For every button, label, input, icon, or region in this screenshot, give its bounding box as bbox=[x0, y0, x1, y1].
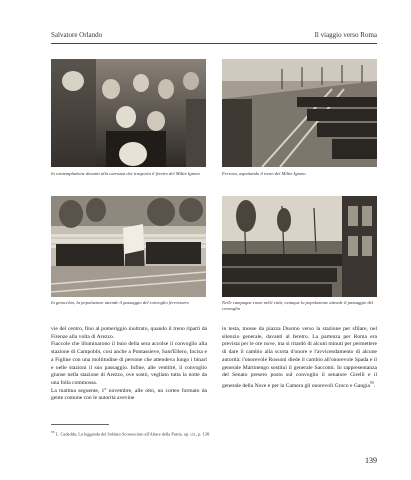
body-column-right bbox=[222, 326, 377, 390]
caption-bottom-right: Nelle campagne come nelle città, ovunque la popolazione attende il passaggio del convoglio bbox=[222, 300, 374, 311]
footnote-number: 93 bbox=[51, 430, 55, 434]
footnote-text: L. Cadeddu, La leggenda del Soldato Sconosciuto all'Altare della Patria, op. cit., p. 138. bbox=[55, 431, 211, 437]
caption-top-right: Ferrara, aspettando il treno del Milite Ignoto bbox=[222, 171, 306, 176]
header-rule bbox=[51, 43, 377, 44]
caption-top-left: In contemplazione davanti alla carrozza che trasporta il feretro del Milite Ignoto bbox=[51, 171, 200, 176]
photo-ferrara-railway bbox=[222, 59, 377, 167]
body-paragraph: vie del centro, fino al pomeriggio inoltrato, quando il treno ripartì da Firenze alla volta di Arezzo. bbox=[51, 326, 207, 340]
footnote-rule bbox=[51, 424, 109, 425]
photo-kneeling-population bbox=[51, 196, 206, 297]
body-paragraph: in testa, mosse da piazza Duomo verso la stazione per sfilare, nel silenzio generale, davanti al feretro. La partenza per Roma era prevista per le ore nove, ma si ritardò di alcuni minuti per permettere di dare il cambio alla scorta d'onore e l'avvicendamento di alcune autorità: l'onorevole Rossoni diede il cambio all'onorevole Spada e il generale Martinengo sostituì il generale Saccomi. In rappresentanza del Senato presero posto sul convoglio il senatore Girelli e il generale della Noce e per la Camera gli onorevoli Groco e Gangia$^{93}$. bbox=[222, 326, 377, 389]
footnote bbox=[51, 430, 210, 436]
body-column-left bbox=[51, 326, 207, 403]
running-header bbox=[51, 31, 377, 39]
body-paragraph-text: in testa, mosse da piazza Duomo verso la stazione per sfilare, nel silenzio generale, davanti al feretro. La partenza per Roma era prevista per le ore nove, ma si ritardò di alcuni minuti per permettere di dare il cambio alla scorta d'onore e l'avvicendamento di alcune autorità: l'onorevole Rossoni diede il cambio all'onorevole Spada e il generale Martinengo sostituì il generale Saccomi. In rappresentanza del Senato presero posto sul convoglio il senatore Girelli e il generale della Noce e per la Camera gli onorevoli Groco e Gangia bbox=[222, 326, 377, 389]
page-number: 139 bbox=[365, 456, 377, 465]
photo-crowd-contemplation bbox=[51, 59, 206, 167]
body-paragraph: La mattina seguente, 1° novembre, alle otto, un corteo formato da gente comune con le autorità avevine bbox=[51, 387, 207, 402]
photo-countryside-crowd bbox=[222, 196, 377, 297]
body-paragraph: Fiaccole che illuminarono il buio della sera accolse il convoglio alla stazione di Campobbi, così anche a Pontassieve, Sant'Ellero, Incisa e a Figline con una moltitudine di persone che attendeva lungo i binari e nelle stazioni il suo passaggio. Infine, alle ventitré, il convoglio giunse nella stazione di Arezzo, ove sostò, vegliato tutta la notte da una folla commossa. bbox=[51, 341, 207, 386]
footnote-reference[interactable]: 93 bbox=[370, 380, 374, 385]
header-title: Il viaggio verso Roma bbox=[314, 31, 377, 39]
header-author: Salvatore Orlando bbox=[51, 31, 103, 39]
caption-bottom-left: In ginocchio, la popolazione attende il passaggio del convoglio ferroviario bbox=[51, 300, 189, 305]
